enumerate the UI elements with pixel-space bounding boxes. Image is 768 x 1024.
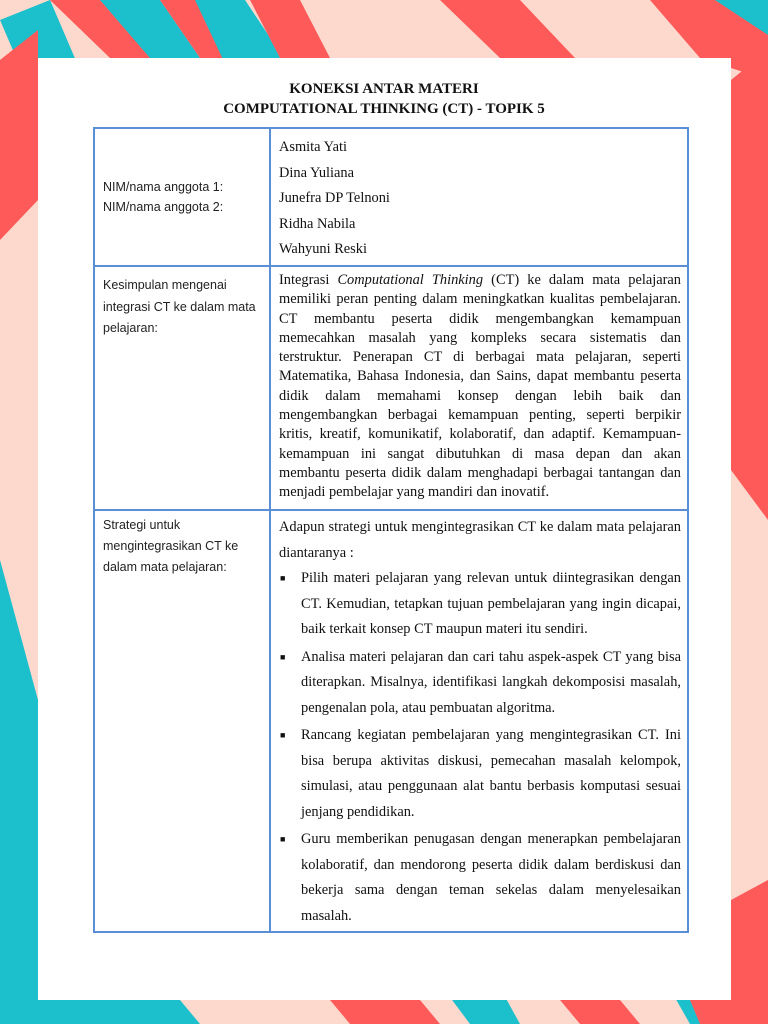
strategy-intro: Adapun strategi untuk mengintegrasikan CT ke dalam mata pelajaran diantaranya : bbox=[279, 519, 681, 561]
list-item bbox=[279, 566, 681, 643]
table-row bbox=[94, 510, 688, 932]
member-list bbox=[279, 135, 681, 263]
list-item bbox=[279, 645, 681, 722]
member-label-2: NIM/nama anggota 2: bbox=[103, 200, 224, 214]
square-bullet-icon: ■ bbox=[280, 834, 286, 844]
members-label-cell bbox=[94, 128, 270, 266]
stripe-teal bbox=[0, 560, 38, 1024]
strategy-label: Strategi untuk mengintegrasikan CT ke dalam mata pelajaran: bbox=[103, 518, 239, 574]
document-subtitle: COMPUTATIONAL THINKING (CT) - TOPIK 5 bbox=[223, 101, 545, 117]
member-name: Wahyuni Reski bbox=[279, 241, 367, 257]
conclusion-value-cell bbox=[270, 266, 688, 510]
document-title: KONEKSI ANTAR MATERI bbox=[289, 81, 479, 97]
table-row bbox=[94, 266, 688, 510]
conclusion-text-italic: Computational Thinking bbox=[337, 272, 484, 288]
strategy-value-cell bbox=[270, 510, 688, 932]
stripe-red bbox=[731, 50, 768, 520]
stripe-red bbox=[560, 1000, 640, 1024]
member-name: Asmita Yati bbox=[279, 139, 347, 155]
list-item-text: Analisa materi pelajaran dan cari tahu aspek-aspek CT yang bisa diterapkan. Misalnya, identifikasi langkah dekomposisi masalah, pengenalan pola, atau pembuatan algoritma. bbox=[301, 648, 681, 716]
worksheet-table bbox=[93, 127, 689, 933]
strategy-list bbox=[279, 566, 681, 929]
member-name: Ridha Nabila bbox=[279, 215, 356, 232]
list-item bbox=[279, 723, 681, 825]
conclusion-text-rest: (CT) ke dalam mata pelajaran memiliki peran penting dalam meningkatkan kualitas pembelajaran. CT membantu peserta didik mengembangkan kemampuan memecahkan masalah yang kompleks secara sistematis dan terstruktur. Penerapan CT di berbagai mata pelajaran, seperti Matematika, Bahasa Indonesia, dan Sains, dapat membantu peserta didik dalam memahami konsep dengan lebih baik dan mengembangkan berbagai kemampuan penting, seperti berpikir kritis, kreatif, komunikatif, kolaboratif, dan adaptif. Kemampuan-kemampuan ini sangat dibutuhkan di masa depan dan akan membantu peserta didik dalam menghadapi berbagai tantangan dan menjadi pembelajar yang mandiri dan inovatif. bbox=[279, 272, 681, 501]
list-item-text: Rancang kegiatan pembelajaran yang mengintegrasikan CT. Ini bisa berupa aktivitas diskusi, pemecahan masalah kelompok, simulasi, atau penggunaan alat bantu berbasis komputasi sesuai jenjang pendidikan. bbox=[301, 727, 681, 820]
conclusion-label: Kesimpulan mengenai integrasi CT ke dalam mata pelajaran: bbox=[103, 278, 256, 335]
conclusion-text-start: Integrasi bbox=[279, 272, 338, 288]
square-bullet-icon: ■ bbox=[280, 730, 286, 740]
member-name: Dina Yuliana bbox=[279, 164, 354, 181]
list-item bbox=[279, 827, 681, 929]
square-bullet-icon: ■ bbox=[280, 651, 286, 662]
stripe-red bbox=[440, 0, 575, 58]
list-item-text: Pilih materi pelajaran yang relevan untuk diintegrasikan dengan CT. Kemudian, tetapkan tujuan pembelajaran yang ingin dicapai, baik terkait konsep CT maupun materi itu sendiri. bbox=[301, 570, 681, 637]
conclusion-paragraph bbox=[279, 271, 681, 503]
list-item-text: Guru memberikan penugasan dengan menerapkan pembelajaran kolaboratif, dan mendorong peserta didik dalam berdiskusi dan bekerja sama dengan teman sekelas dalam menyelesaikan masalah. bbox=[301, 831, 681, 924]
table-row bbox=[94, 128, 688, 266]
stripe-teal bbox=[0, 1000, 200, 1024]
members-value-cell bbox=[270, 128, 688, 266]
stripe-red bbox=[330, 1000, 440, 1024]
member-name: Junefra DP Telnoni bbox=[279, 190, 390, 206]
strategy-label-cell bbox=[94, 510, 270, 932]
stripe-red bbox=[0, 30, 38, 240]
square-bullet-icon: ■ bbox=[280, 573, 286, 583]
member-label-1: NIM/nama anggota 1: bbox=[103, 180, 224, 194]
conclusion-label-cell bbox=[94, 266, 270, 510]
